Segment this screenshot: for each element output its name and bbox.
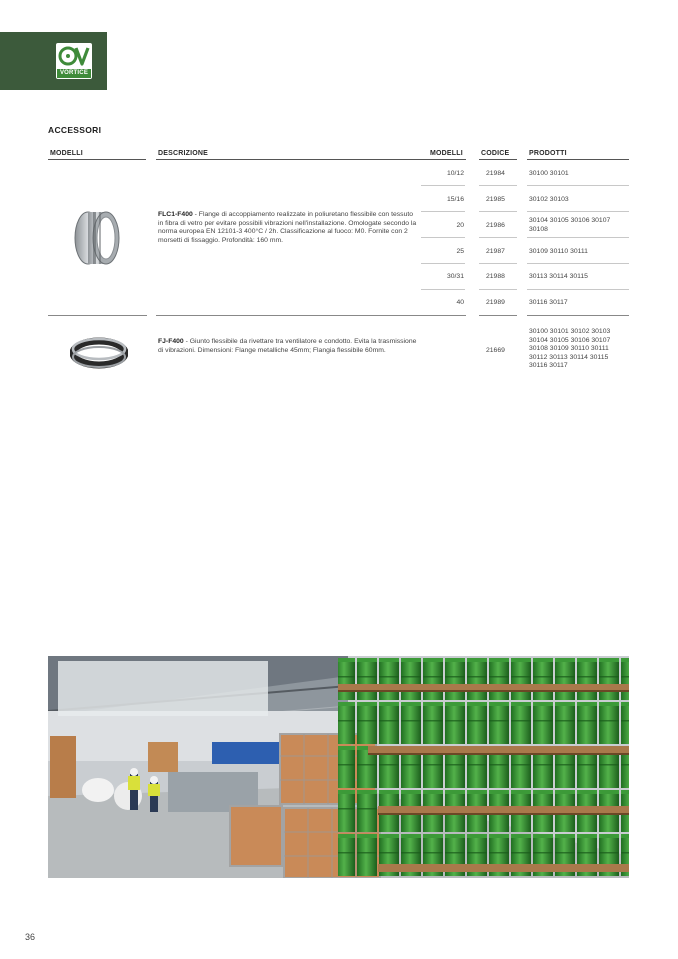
row-divider (527, 211, 629, 212)
row-divider (479, 185, 517, 186)
header-codice: CODICE (481, 150, 510, 157)
header-modelli: MODELLI (50, 150, 83, 157)
brand-logo (56, 43, 92, 79)
header-prodotti: PRODOTTI (529, 150, 567, 157)
product-description-text: - Flange di accoppiamento realizzate in poliuretano flessibile con tessuto in fibra di vetro per evitare possibili vibrazioni nell'installazione. Omologate secondo la norma europea EN 12101-3 400°C / 2h. Classificazione al fuoco: M0. Fornite con 2 morsetti di fissaggio. Profondità: 160 mm. (158, 211, 417, 244)
row-modello: 20 (456, 222, 464, 229)
section-title: ACCESSORI (48, 125, 102, 135)
flexible-joint-image (70, 334, 128, 372)
page-number: 36 (25, 932, 36, 942)
row-divider (421, 185, 465, 186)
warehouse-photo (48, 656, 629, 878)
product-name: FJ-F400 (158, 338, 184, 345)
item-divider (48, 315, 147, 316)
row-prodotti: 30116 30117 (529, 299, 568, 306)
row-modello: 30/31 (446, 273, 464, 280)
row-divider (421, 289, 465, 290)
header-rule (48, 159, 146, 160)
row-codice: 21987 (486, 248, 505, 255)
row-modello: 25 (456, 248, 464, 255)
row-prodotti: 30100 30101 30102 30103 30104 30105 30106 30107 30108 30109 30110 30111 30112 30113 30114 30115 30116 30117 (529, 328, 611, 370)
brand-logo-text: VORTICE (57, 69, 91, 78)
header-rule (479, 159, 517, 160)
row-divider (479, 237, 517, 238)
row-prodotti: 30113 30114 30115 (529, 273, 588, 280)
row-divider (479, 263, 517, 264)
product-description-text: - Giunto flessibile da rivettare tra ventilatore e condotto. Evita la trasmissione di vibrazioni. Dimensioni: Flange metalliche 45mm; Flangia flessibile 60mm. (158, 338, 417, 354)
header-modelli-size: MODELLI (430, 150, 463, 157)
header-descrizione: DESCRIZIONE (158, 150, 209, 157)
row-prodotti: 30100 30101 (529, 170, 569, 177)
row-codice: 21989 (486, 299, 505, 306)
row-modello: 15/16 (446, 196, 464, 203)
row-divider (527, 263, 629, 264)
row-modello: 10/12 (446, 170, 464, 177)
row-modello: 40 (456, 299, 464, 306)
row-prodotti: 30104 30105 30106 30107 30108 (529, 217, 611, 233)
header-rule (156, 159, 466, 160)
row-divider (479, 289, 517, 290)
row-codice: 21985 (486, 196, 505, 203)
row-divider (421, 211, 465, 212)
row-codice: 21988 (486, 273, 505, 280)
row-divider (527, 185, 629, 186)
row-prodotti: 30102 30103 (529, 196, 569, 203)
row-divider (421, 263, 465, 264)
brand-band (0, 32, 107, 90)
flange-ring-image (68, 208, 126, 268)
item-divider (527, 315, 629, 316)
product-description (158, 211, 420, 245)
row-codice: 21984 (486, 170, 505, 177)
row-divider (527, 289, 629, 290)
row-prodotti: 30109 30110 30111 (529, 248, 588, 255)
item-divider (156, 315, 466, 316)
row-codice: 21986 (486, 222, 505, 229)
vortice-logo-icon (58, 45, 90, 67)
item-divider (479, 315, 517, 316)
row-divider (421, 237, 465, 238)
row-divider (479, 211, 517, 212)
product-name: FLC1-F400 (158, 211, 193, 218)
product-description (158, 338, 420, 355)
row-codice: 21669 (486, 347, 505, 354)
header-rule (527, 159, 629, 160)
row-divider (527, 237, 629, 238)
